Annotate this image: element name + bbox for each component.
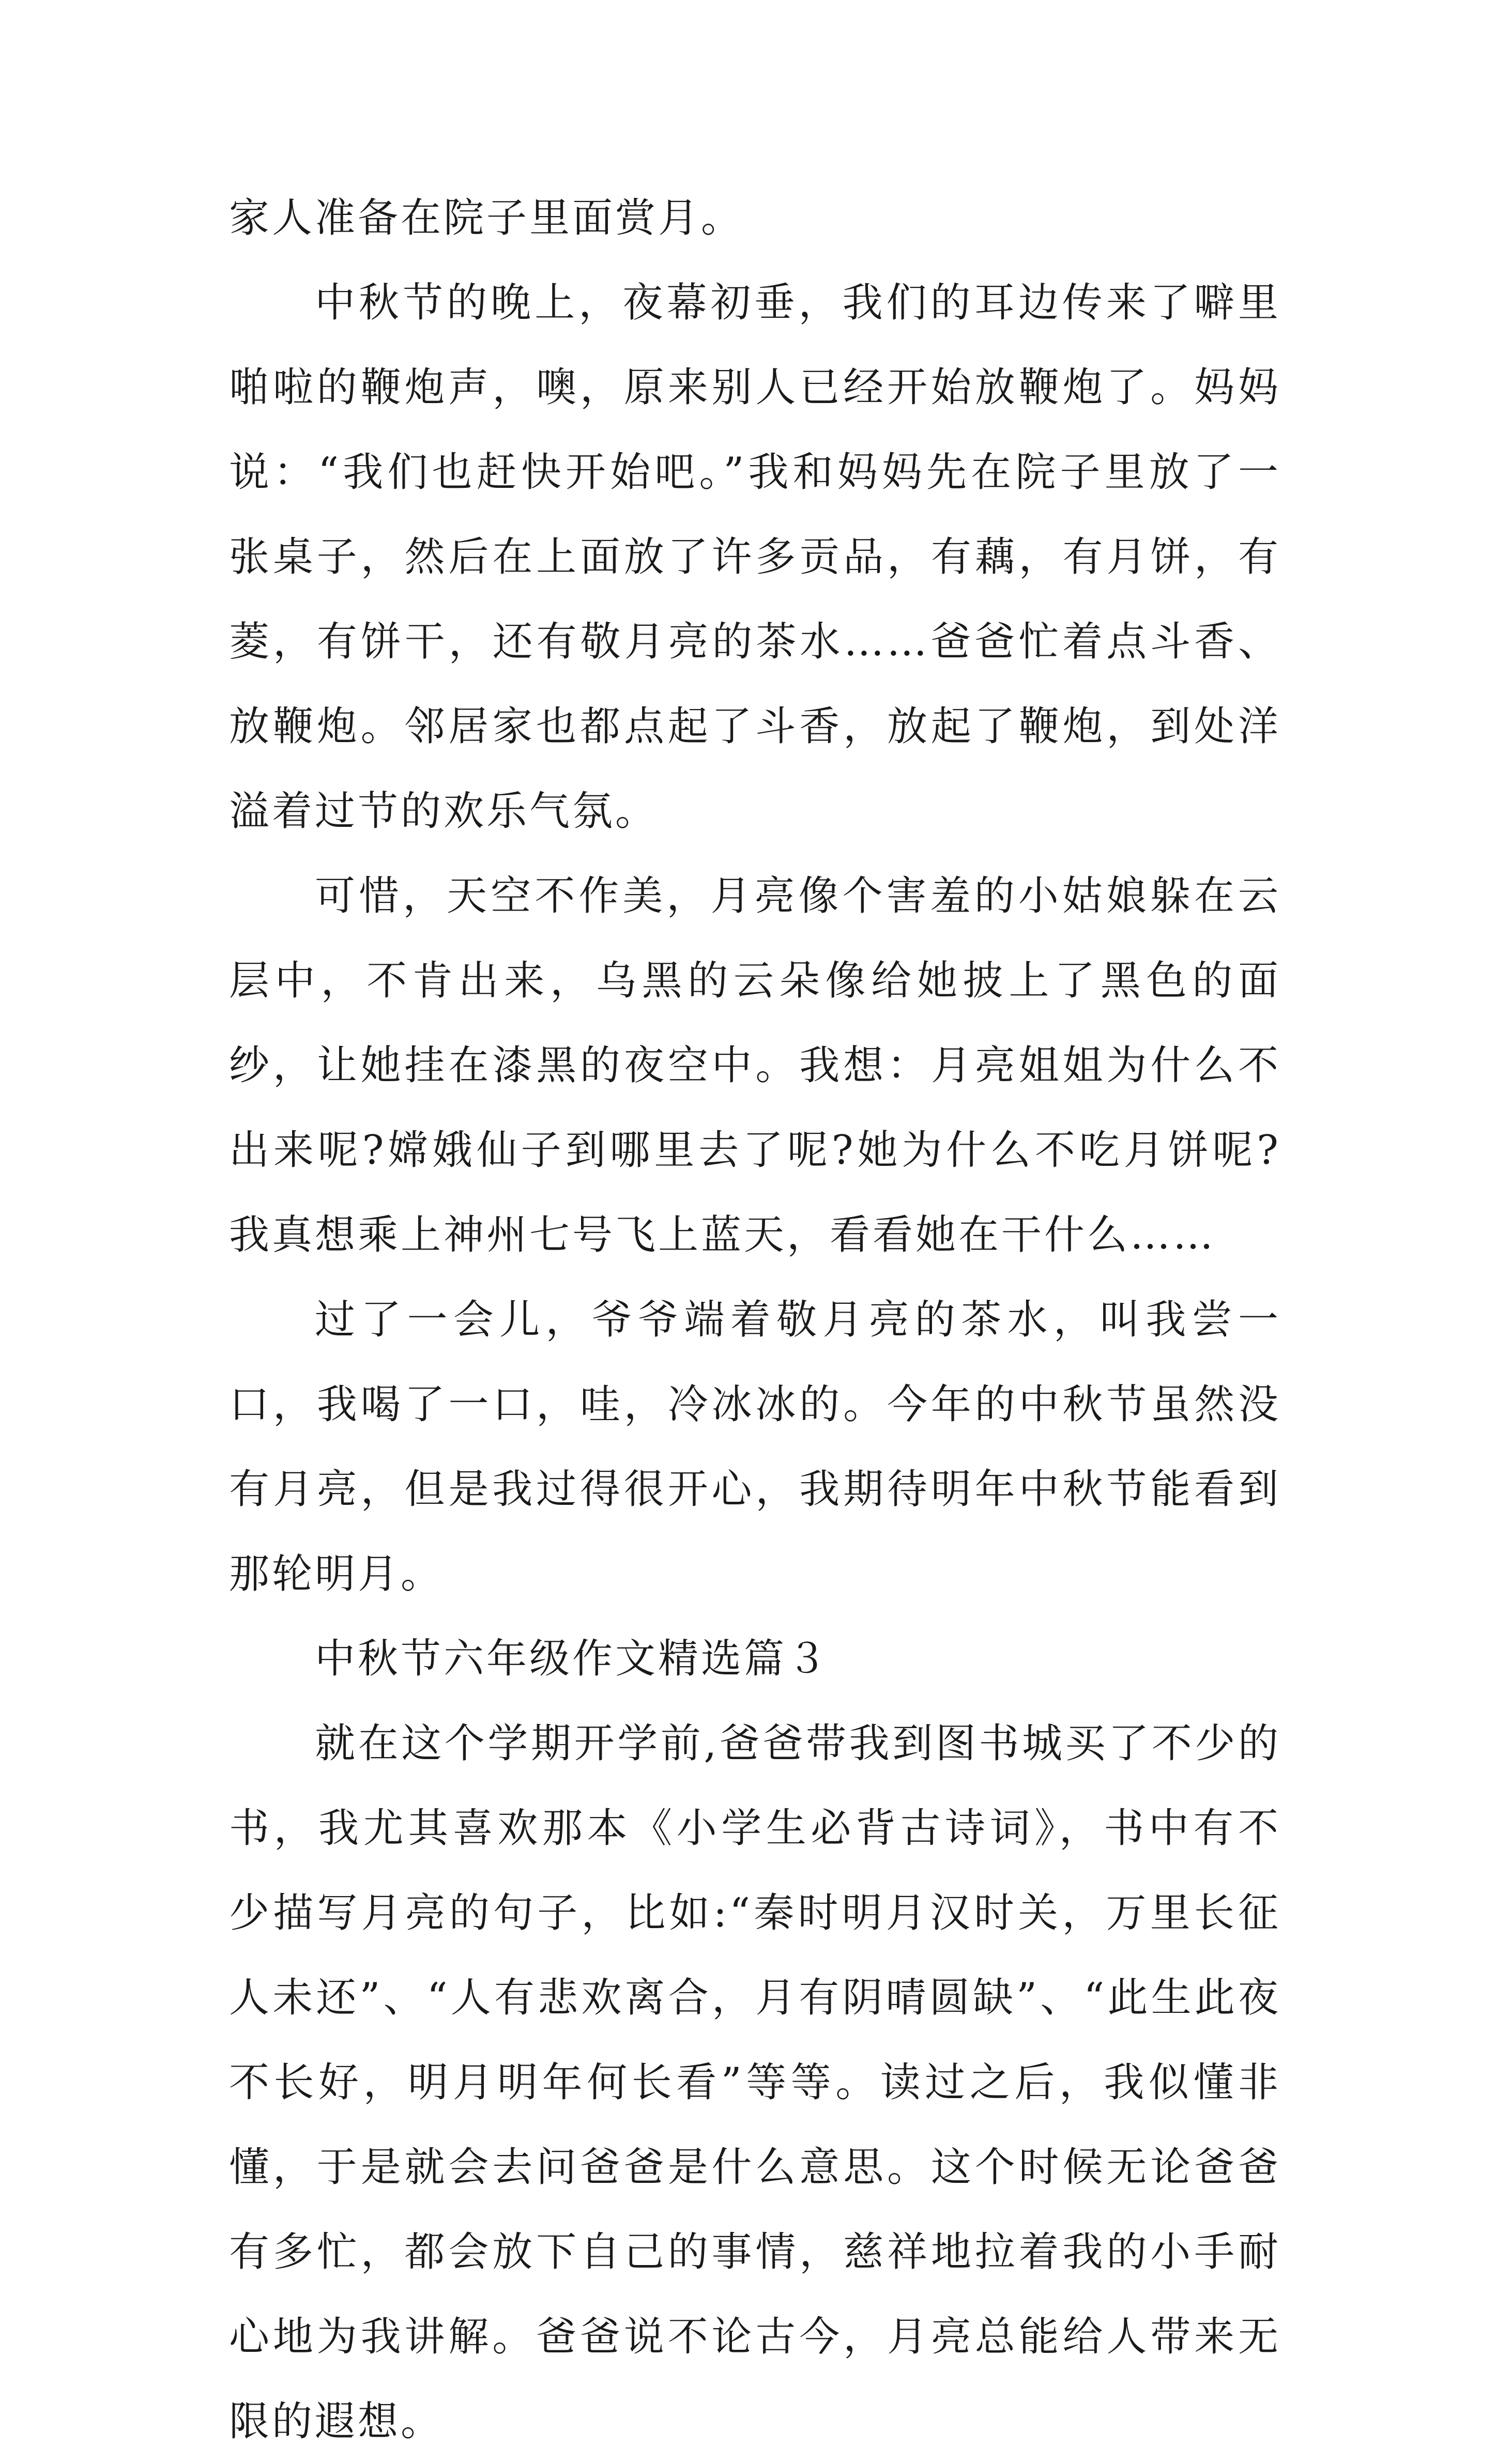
paragraph-festival-evening: 中秋节的晚上，夜幕初垂，我们的耳边传来了噼里啪啦的鞭炮声，噢，原来别人已经开始放鞭炮了。妈妈说：“我们也赶快开始吧。”我和妈妈先在院子里放了一张桌子，然后在上面放了许多贡品，有藕，有月饼，有菱，有饼干，还有敬月亮的茶水……爸爸忙着点斗香、放鞭炮。邻居家也都点起了斗香，放起了鞭炮，到处洋溢着过节的欢乐气氛。 [229, 280, 1281, 835]
paragraph-tea-water: 过了一会儿，爷爷端着敬月亮的茶水，叫我尝一口，我喝了一口，哇，冷冰冰的。今年的中秋节虽然没有月亮，但是我过得很开心，我期待明年中秋节能看到那轮明月。 [229, 1297, 1281, 1597]
document-page [229, 176, 1281, 2464]
paragraph-cloudy-sky: 可惜，天空不作美，月亮像个害羞的小姑娘躲在云层中，不肯出来，乌黑的云朵像给她披上了黑色的面纱，让她挂在漆黑的夜空中。我想：月亮姐姐为什么不出来呢?嫦娥仙子到哪里去了呢?她为什么不吃月饼呢?我真想乘上神州七号飞上蓝天，看看她在干什么…… [229, 873, 1281, 1258]
paragraph-poetry-book: 就在这个学期开学前,爸爸带我到图书城买了不少的书，我尤其喜欢那本《小学生必背古诗词》，书中有不少描写月亮的句子，比如:“秦时明月汉时关，万里长征人未还”、“人有悲欢离合，月有阴晴圆缺”、“此生此夜不长好，明月明年何长看”等等。读过之后，我似懂非懂，于是就会去问爸爸是什么意思。这个时候无论爸爸有多忙，都会放下自己的事情，慈祥地拉着我的小手耐心地为我讲解。爸爸说不论古今，月亮总能给人带来无限的遐想。 [229, 1720, 1281, 2445]
section-heading: 中秋节六年级作文精选篇３ [315, 1636, 830, 1682]
paragraph-continuation: 家人准备在院子里面赏月。 [229, 195, 744, 241]
